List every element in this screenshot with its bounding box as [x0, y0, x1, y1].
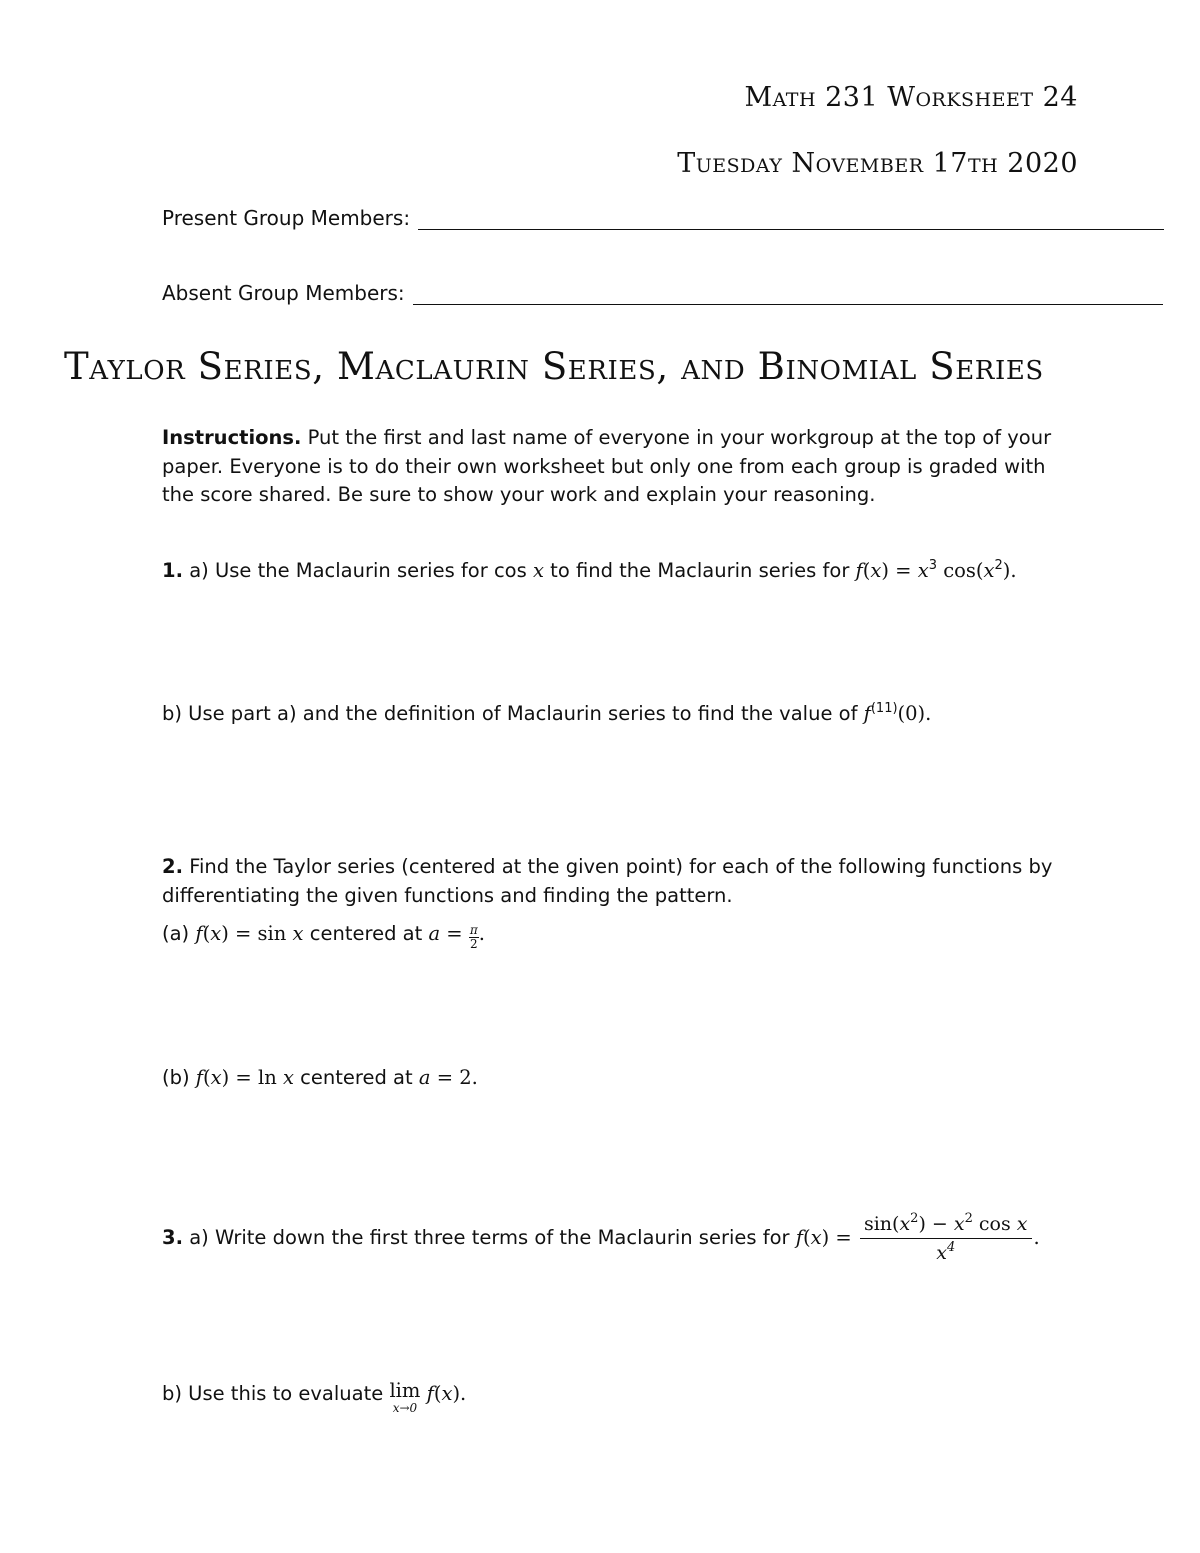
question-1b-formula: $f^{(11)}(0)$.: [863, 701, 932, 725]
present-members-blank[interactable]: [418, 207, 1164, 230]
question-2b-function: f(x) = ln x: [195, 1066, 294, 1089]
question-2a-label: (a): [162, 922, 190, 945]
course-header: Math 231 Worksheet 24: [744, 82, 1078, 113]
question-3b-formula: lim x→0 f(x).: [389, 1379, 467, 1415]
question-3-number: 3.: [162, 1226, 183, 1249]
question-1a-var: x: [532, 559, 544, 582]
question-3b: [162, 1380, 1082, 1414]
question-1a-text: a) Use the Maclaurin series for cos: [189, 559, 527, 582]
question-3a-formula: f(x) = $\frac{\sin(x^2) - x^2 \cos x}{x^4}$ .: [795, 1211, 1040, 1264]
question-2-number: 2.: [162, 855, 183, 878]
question-1b: [162, 700, 1082, 729]
question-2b-label: (b): [162, 1066, 190, 1089]
absent-members-row: [162, 281, 1163, 305]
question-2b-center: a = 2.: [418, 1066, 478, 1089]
question-3b-text: b) Use this to evaluate: [162, 1382, 384, 1405]
question-2-text: Find the Taylor series (centered at the given point) for each of the following functions by differentiating the given functions and finding the pattern.: [162, 855, 1053, 907]
question-2a: [162, 920, 1082, 951]
question-2: [162, 853, 1082, 910]
question-2a-centered: centered at: [309, 922, 423, 945]
question-1a: [162, 557, 1082, 586]
question-1a-text2: to find the Maclaurin series for: [550, 559, 850, 582]
date-header: Tuesday November 17th 2020: [677, 148, 1078, 179]
instructions-label: Instructions.: [162, 426, 302, 449]
question-3a-text: a) Write down the first three terms of the Maclaurin series for: [189, 1226, 790, 1249]
absent-members-label: Absent Group Members:: [162, 281, 405, 305]
question-2b-centered: centered at: [300, 1066, 413, 1089]
question-1-number: 1.: [162, 559, 183, 582]
instructions-text: Put the first and last name of everyone in your workgroup at the top of your paper. Everyone is to do their own worksheet but only one from each group is graded with the score shared. Be sure to show your work and explain your reasoning.: [162, 426, 1052, 506]
question-3a: [162, 1210, 1082, 1267]
question-1a-formula: $f(x) = x^3$ $\cos(x^2)$.: [855, 558, 1017, 582]
page-title: Taylor Series, Maclaurin Series, and Binomial Series: [64, 345, 1044, 388]
question-1b-text: b) Use part a) and the definition of Maclaurin series to find the value of: [162, 702, 858, 725]
absent-members-blank[interactable]: [413, 282, 1163, 305]
question-2a-center: a = $\frac{\pi}{2}$ .: [428, 922, 485, 951]
question-2b: [162, 1064, 1082, 1093]
present-members-row: [162, 206, 1164, 230]
instructions: [162, 424, 1082, 510]
present-members-label: Present Group Members:: [162, 206, 411, 230]
question-2a-function: f(x) = sin x: [195, 922, 304, 945]
